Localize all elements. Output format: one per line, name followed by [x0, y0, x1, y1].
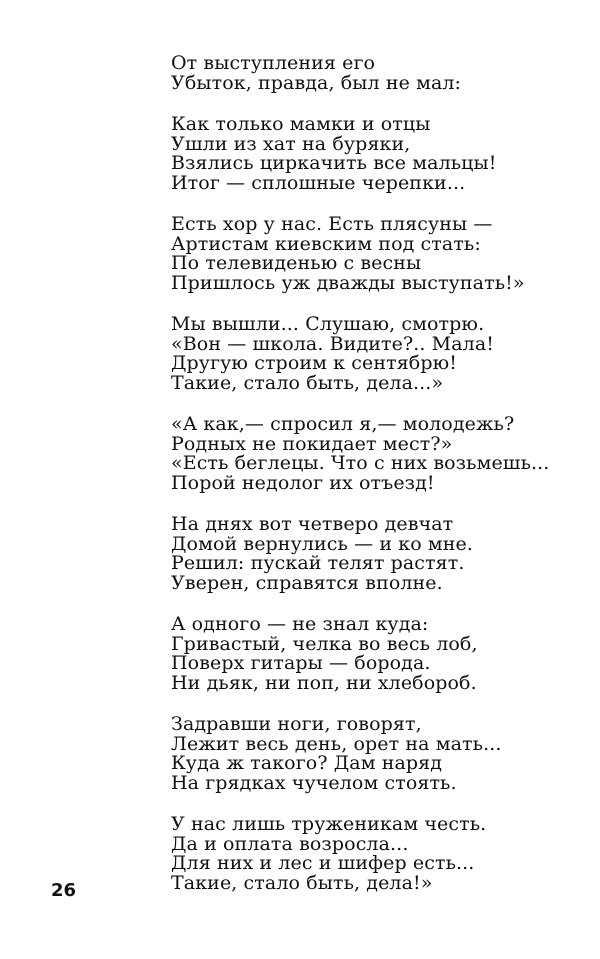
- verse-line: Лежит весь день, орет на мать...: [171, 732, 502, 755]
- verse-line: Взялись циркачить все мальцы!: [171, 152, 497, 174]
- verse-line: От выступления его: [171, 52, 376, 74]
- verse-line: На днях вот четверо девчат: [171, 513, 454, 535]
- verse-line: Другую строим к сентябрю!: [171, 352, 457, 374]
- verse-line: «А как,— спросил я,— молодежь?: [171, 413, 515, 435]
- verse-line: Решил: пускай телят растят.: [171, 552, 465, 574]
- verse-line: Ни дьяк, ни поп, ни хлебороб.: [171, 671, 477, 694]
- verse-line: Да и оплата возросла...: [171, 832, 409, 855]
- stanza: [171, 215, 581, 293]
- verse-line: Родных не покидает мест?»: [171, 432, 453, 455]
- verse-line: На грядках чучелом стоять.: [171, 771, 457, 794]
- verse-line: Куда ж такого? Дам наряд: [171, 752, 443, 774]
- stanza: [171, 415, 581, 493]
- verse-line: Такие, стало быть, дела...»: [171, 371, 444, 394]
- verse-line: У нас лишь труженикам честь.: [171, 813, 487, 835]
- verse-line: Как только мамки и отцы: [171, 113, 431, 135]
- verse-line: Пришлось уж дважды выступать!»: [171, 271, 525, 294]
- verse-line: Есть хор у нас. Есть плясуны —: [171, 213, 493, 235]
- stanza: [171, 115, 581, 193]
- verse-line: Домой вернулись — и ко мне.: [171, 532, 474, 555]
- verse-line: Мы вышли... Слушаю, смотрю.: [171, 313, 485, 335]
- poem-text: [171, 54, 581, 915]
- verse-line: По телевиденью с весны: [171, 252, 422, 274]
- verse-line: А одного — не знал куда:: [171, 613, 429, 635]
- verse-line: «Есть беглецы. Что с них возьмешь...: [171, 452, 550, 474]
- stanza: [171, 315, 581, 393]
- stanza: [171, 615, 581, 693]
- verse-line: Убыток, правда, был не мал:: [171, 71, 462, 94]
- stanza: [171, 715, 581, 793]
- verse-line: Итог — сплошные черепки...: [171, 171, 466, 194]
- verse-line: Артистам киевским под стать:: [171, 232, 481, 255]
- verse-line: Порой недолог их отъезд!: [171, 471, 435, 494]
- verse-line: Уверен, справятся вполне.: [171, 571, 443, 594]
- stanza: [171, 815, 581, 893]
- page-number: 26: [51, 880, 77, 901]
- verse-line: Гривастый, челка во весь лоб,: [171, 632, 478, 655]
- verse-line: «Вон — школа. Видите?.. Мала!: [171, 332, 494, 355]
- verse-line: Такие, стало быть, дела!»: [171, 871, 433, 894]
- stanza: [171, 515, 581, 593]
- verse-line: Для них и лес и шифер есть...: [171, 852, 475, 874]
- stanza: [171, 54, 581, 93]
- verse-line: Поверх гитары — борода.: [171, 652, 431, 674]
- verse-line: Ушли из хат на буряки,: [171, 132, 411, 155]
- verse-line: Задравши ноги, говорят,: [171, 713, 422, 735]
